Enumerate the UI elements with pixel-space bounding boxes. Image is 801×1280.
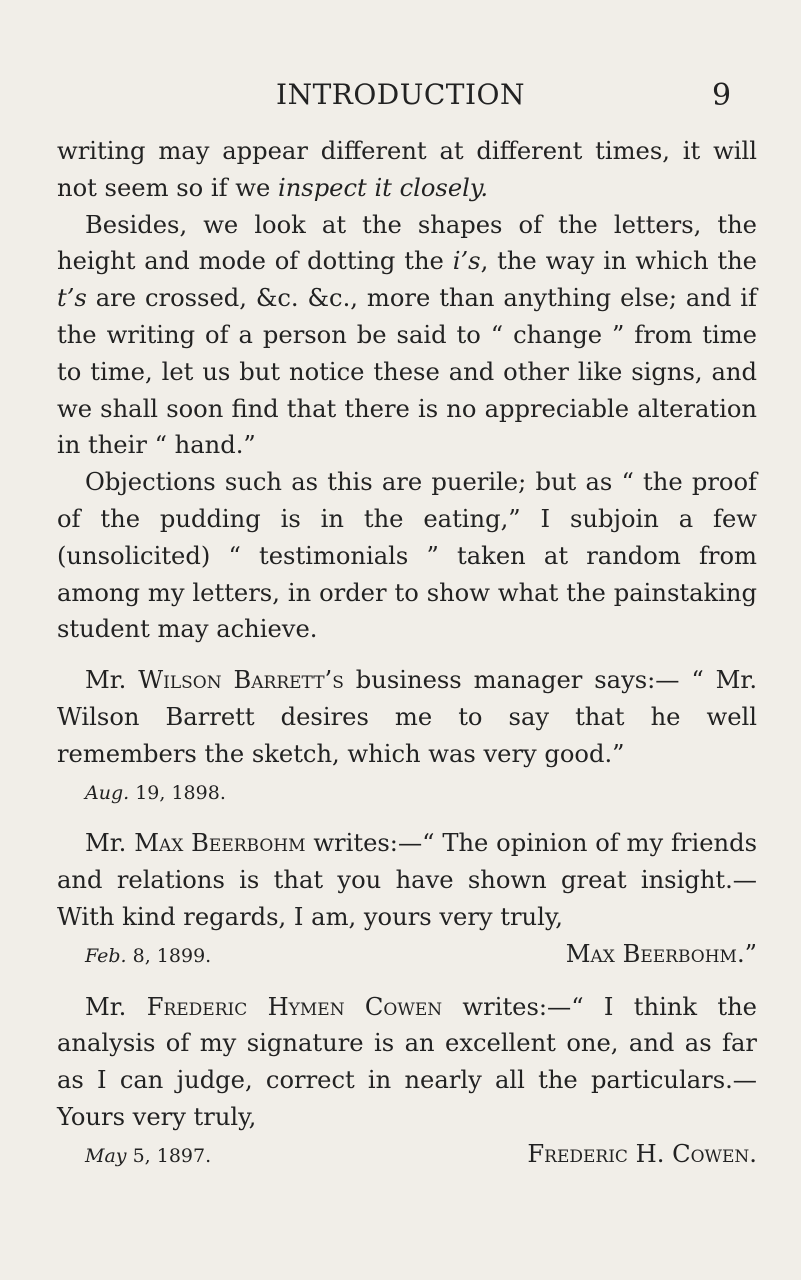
testimonial-prefix: Mr. (85, 992, 147, 1021)
testimonial-signature: Max Beerbohm.” (565, 939, 757, 968)
spacer (57, 811, 757, 825)
spacer (57, 648, 757, 662)
paragraph-continuation (57, 133, 757, 207)
testimonial-dateline (57, 1136, 757, 1175)
date-day-year: 8, 1899. (126, 944, 212, 967)
testimonial-text: writes:—“ The opinion of my friends and relations is that you have shown great insight.—With kind regards, I am, yours very truly, (57, 829, 757, 931)
page-number: 9 (712, 78, 732, 113)
testimonial-signature: Frederic H. Cowen. (527, 1139, 757, 1168)
testimonial-cowen (57, 989, 757, 1136)
emphasis-text: inspect it closely. (277, 173, 489, 202)
testimonial-name: Wilson Barrett’s (138, 666, 344, 695)
paragraph-besides (57, 207, 757, 465)
paragraph-objections: Objections such as this are puerile; but as “ the proof of the pudding is in the eating,” I subjoin a few (unsolicited) “ testimonials ” taken at random from among my letters, in order to show what the painstaking student may achieve. (57, 468, 757, 644)
testimonial-name: Frederic Hymen Cowen (146, 992, 443, 1021)
body-text (57, 133, 757, 1175)
paragraph-text: writing may appear different at different times, it will not seem so if we (57, 137, 757, 202)
date-month: Aug. (85, 781, 130, 804)
testimonial-beerbohm (57, 825, 757, 935)
testimonial-name: Max Beerbohm (134, 829, 306, 858)
date-day-year: 19, 1898. (129, 781, 226, 804)
paragraph-text: , the way in which the (480, 247, 757, 276)
testimonial-date (85, 936, 211, 975)
testimonial-date (85, 773, 226, 812)
testimonial-prefix: Mr. (85, 666, 139, 695)
date-day-year: 5, 1897. (126, 1144, 212, 1167)
testimonial-prefix: Mr. (85, 829, 135, 858)
paragraph-text: are crossed, &c. &c., more than anything else; and if the writing of a person be said to “ change ” from time to time, let us but notice these and other like signs, and we shall soon find that there is no appreciable alteration in their “ hand.” (57, 284, 757, 460)
spacer (57, 975, 757, 989)
testimonial-dateline (57, 773, 757, 812)
date-month: May (85, 1144, 127, 1167)
running-title: INTRODUCTION (276, 78, 525, 111)
date-month: Feb. (85, 944, 127, 967)
running-head (0, 78, 801, 118)
testimonial-text: writes:—“ I think the analysis of my signature is an excellent one, and as far as I can judge, correct in nearly all the particulars.—Yours very truly, (57, 992, 758, 1131)
testimonial-barrett (57, 662, 757, 772)
paragraph-text: Besides, we look at the shapes of the letters, the height and mode of dotting the (57, 210, 757, 276)
testimonial-dateline (57, 936, 757, 975)
emphasis-text: t’s (57, 284, 87, 313)
testimonial-text: business manager says:— “ Mr. Wilson Barrett desires me to say that he well remembers the sketch, which was very good.” (57, 666, 758, 768)
emphasis-text: i’s (452, 247, 481, 276)
testimonial-date (85, 1136, 211, 1175)
